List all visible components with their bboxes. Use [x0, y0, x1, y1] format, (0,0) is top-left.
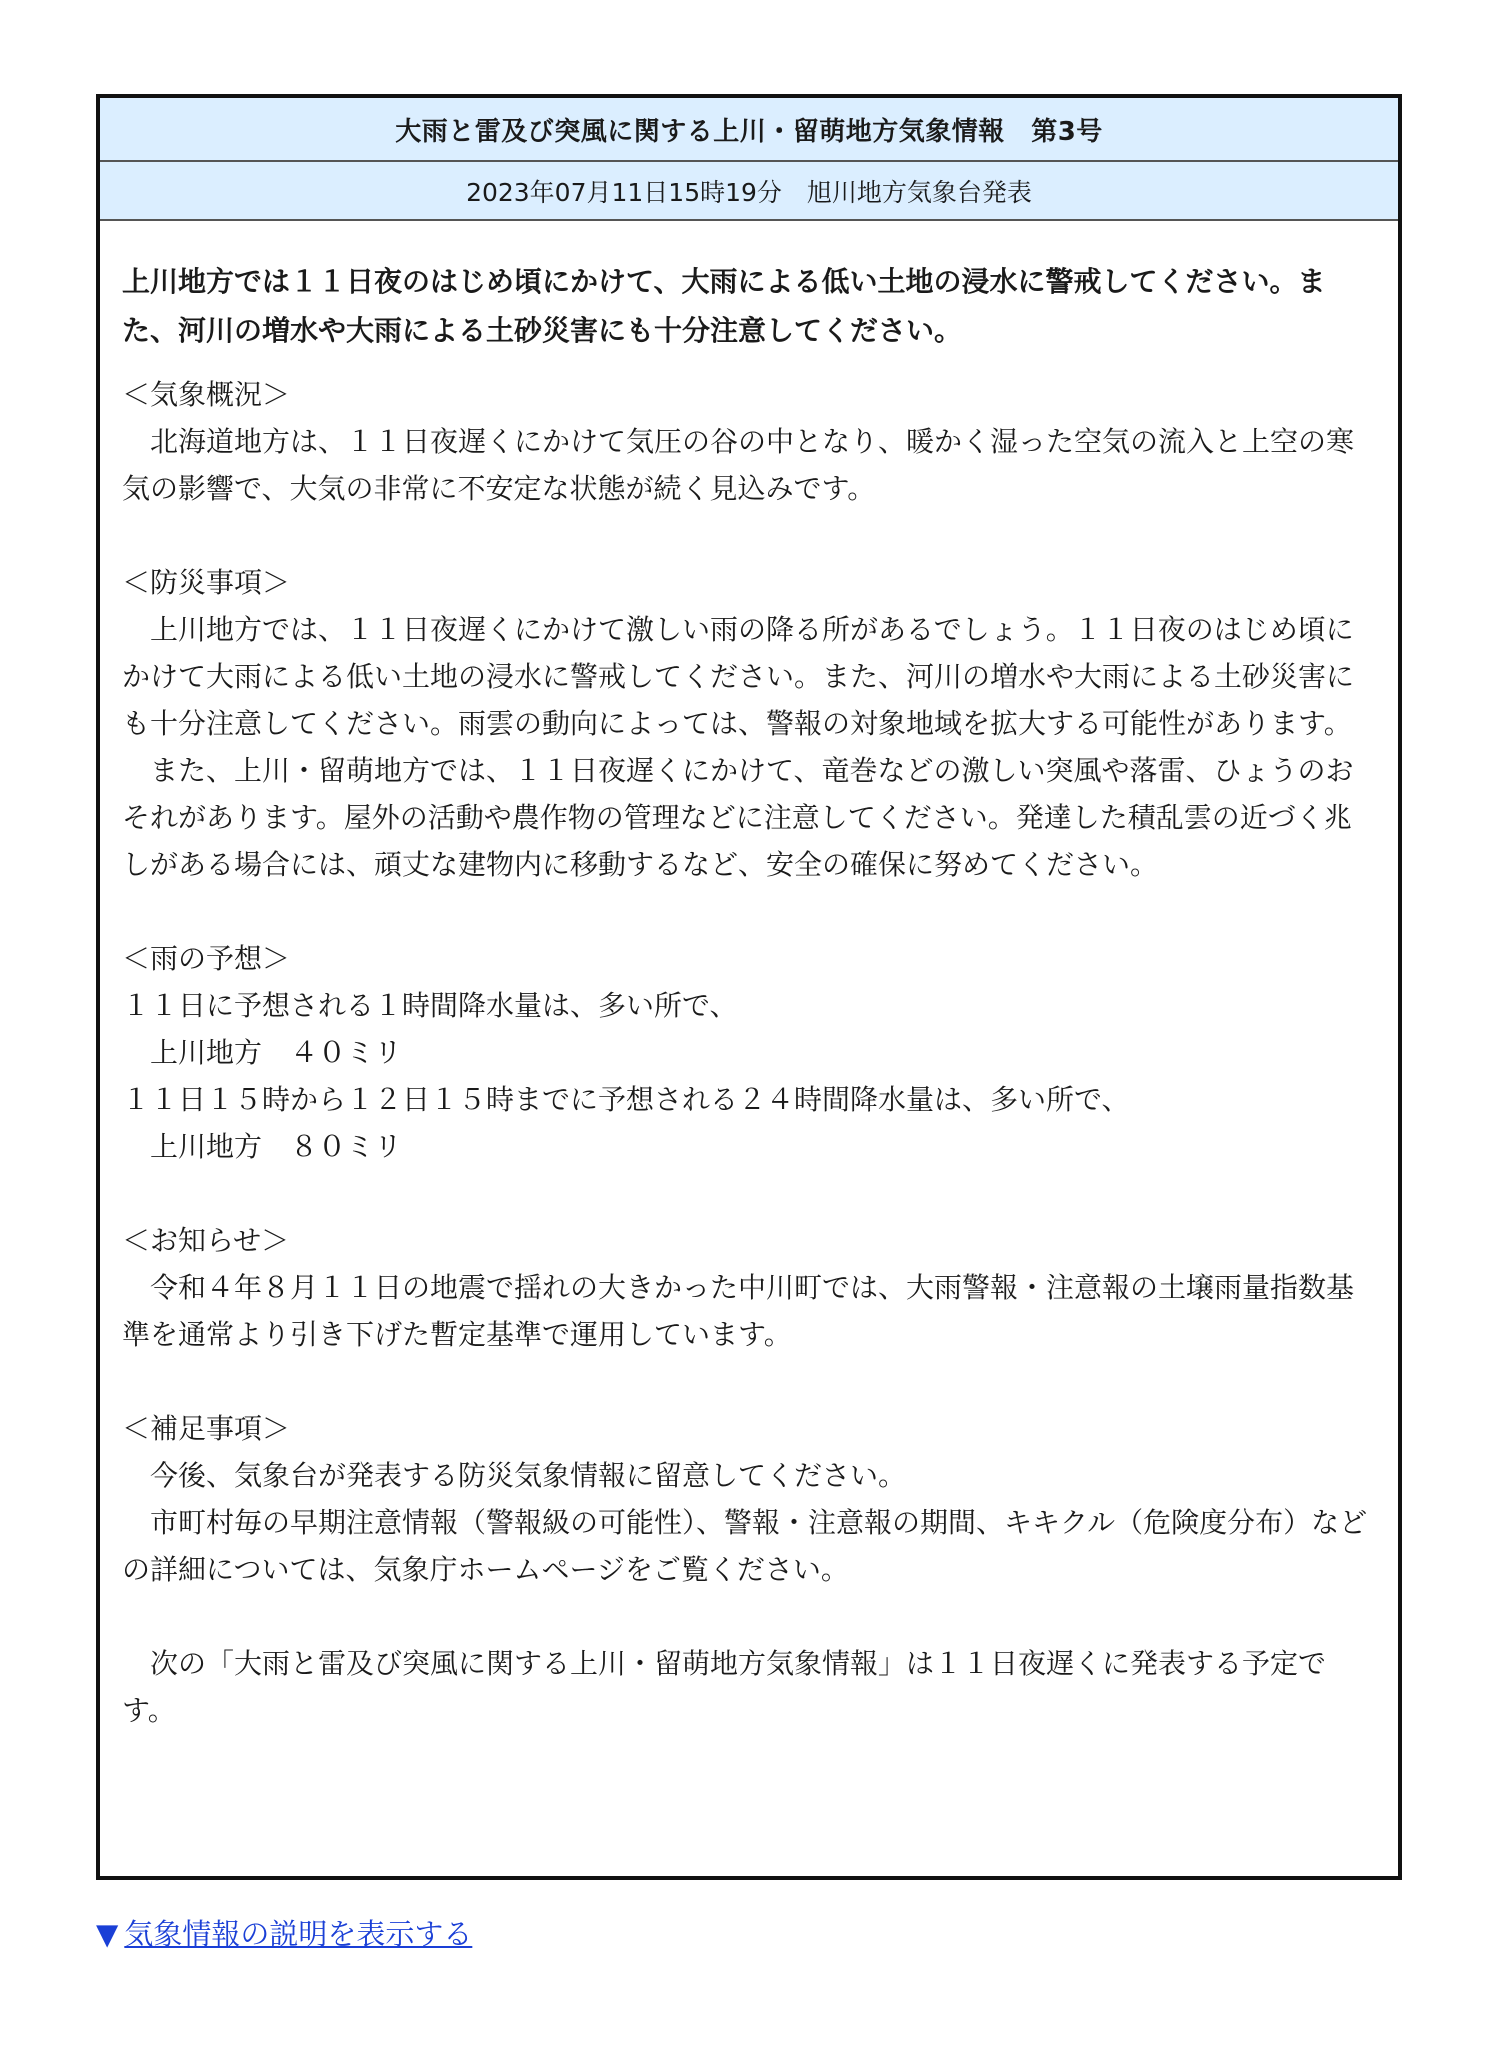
section-disaster [122, 559, 1374, 888]
notice-paragraph: 令和４年８月１１日の地震で揺れの大きかった中川町では、大雨警報・注意報の土壌雨量指数基準を通常より引き下げた暫定基準で運用しています。 [122, 1271, 1355, 1351]
section-title-disaster: ＜防災事項＞ [122, 566, 291, 599]
supplement-paragraph: 今後、気象台が発表する防災気象情報に留意してください。 [150, 1459, 907, 1492]
bulletin-title: 大雨と雷及び突風に関する上川・留萌地方気象情報 第3号 [100, 98, 1398, 162]
disaster-paragraph: 上川地方では、１１日夜遅くにかけて激しい雨の降る所があるでしょう。１１日夜のはじめ頃にかけて大雨による低い土地の浸水に警戒してください。また、河川の増水や大雨による土砂災害にも十分注意してください。雨雲の動向によっては、警報の対象地域を拡大する可能性があります。 [122, 613, 1355, 740]
next-issue-notice: 次の「大雨と雷及び突風に関する上川・留萌地方気象情報」は１１日夜遅くに発表する予定です。 [122, 1647, 1327, 1727]
rain-line: 上川地方 ８０ミリ [122, 1130, 403, 1163]
section-title-rain: ＜雨の予想＞ [122, 942, 291, 975]
section-title-notice: ＜お知らせ＞ [122, 1224, 290, 1257]
rain-line: １１日１５時から１２日１５時までに予想される２４時間降水量は、多い所で、 [122, 1083, 1130, 1116]
bulletin-box [96, 94, 1402, 1880]
section-overview [122, 371, 1374, 512]
overview-paragraph: 北海道地方は、１１日夜遅くにかけて気圧の谷の中となり、暖かく湿った空気の流入と上空の寒気の影響で、大気の非常に不安定な状態が続く見込みです。 [122, 425, 1355, 505]
triangle-down-icon: ▼ [96, 1917, 119, 1951]
section-rain [122, 935, 1374, 1170]
issued-datetime: 2023年07月11日15時19分 旭川地方気象台発表 [100, 162, 1398, 221]
rain-line: １１日に予想される１時間降水量は、多い所で、 [122, 989, 738, 1022]
section-title-overview: ＜気象概況＞ [122, 378, 291, 411]
rain-line: 上川地方 ４０ミリ [122, 1036, 403, 1069]
show-explanation-link[interactable] [96, 1912, 472, 1953]
section-notice [122, 1217, 1374, 1358]
section-title-supplement: ＜補足事項＞ [122, 1412, 291, 1445]
bulletin-body [100, 221, 1398, 1734]
show-explanation-label: 気象情報の説明を表示する [124, 1917, 473, 1951]
headline: 上川地方では１１日夜のはじめ頃にかけて、大雨による低い土地の浸水に警戒してください。また、河川の増水や大雨による土砂災害にも十分注意してください。 [122, 265, 1326, 347]
section-supplement [122, 1405, 1374, 1734]
supplement-paragraph: 市町村毎の早期注意情報（警報級の可能性）、警報・注意報の期間、キキクル（危険度分布）などの詳細については、気象庁ホームページをご覧ください。 [122, 1506, 1368, 1586]
disaster-paragraph: また、上川・留萌地方では、１１日夜遅くにかけて、竜巻などの激しい突風や落雷、ひょうのおそれがあります。屋外の活動や農作物の管理などに注意してください。発達した積乱雲の近づく兆しがある場合には、頑丈な建物内に移動するなど、安全の確保に努めてください。 [122, 754, 1354, 881]
